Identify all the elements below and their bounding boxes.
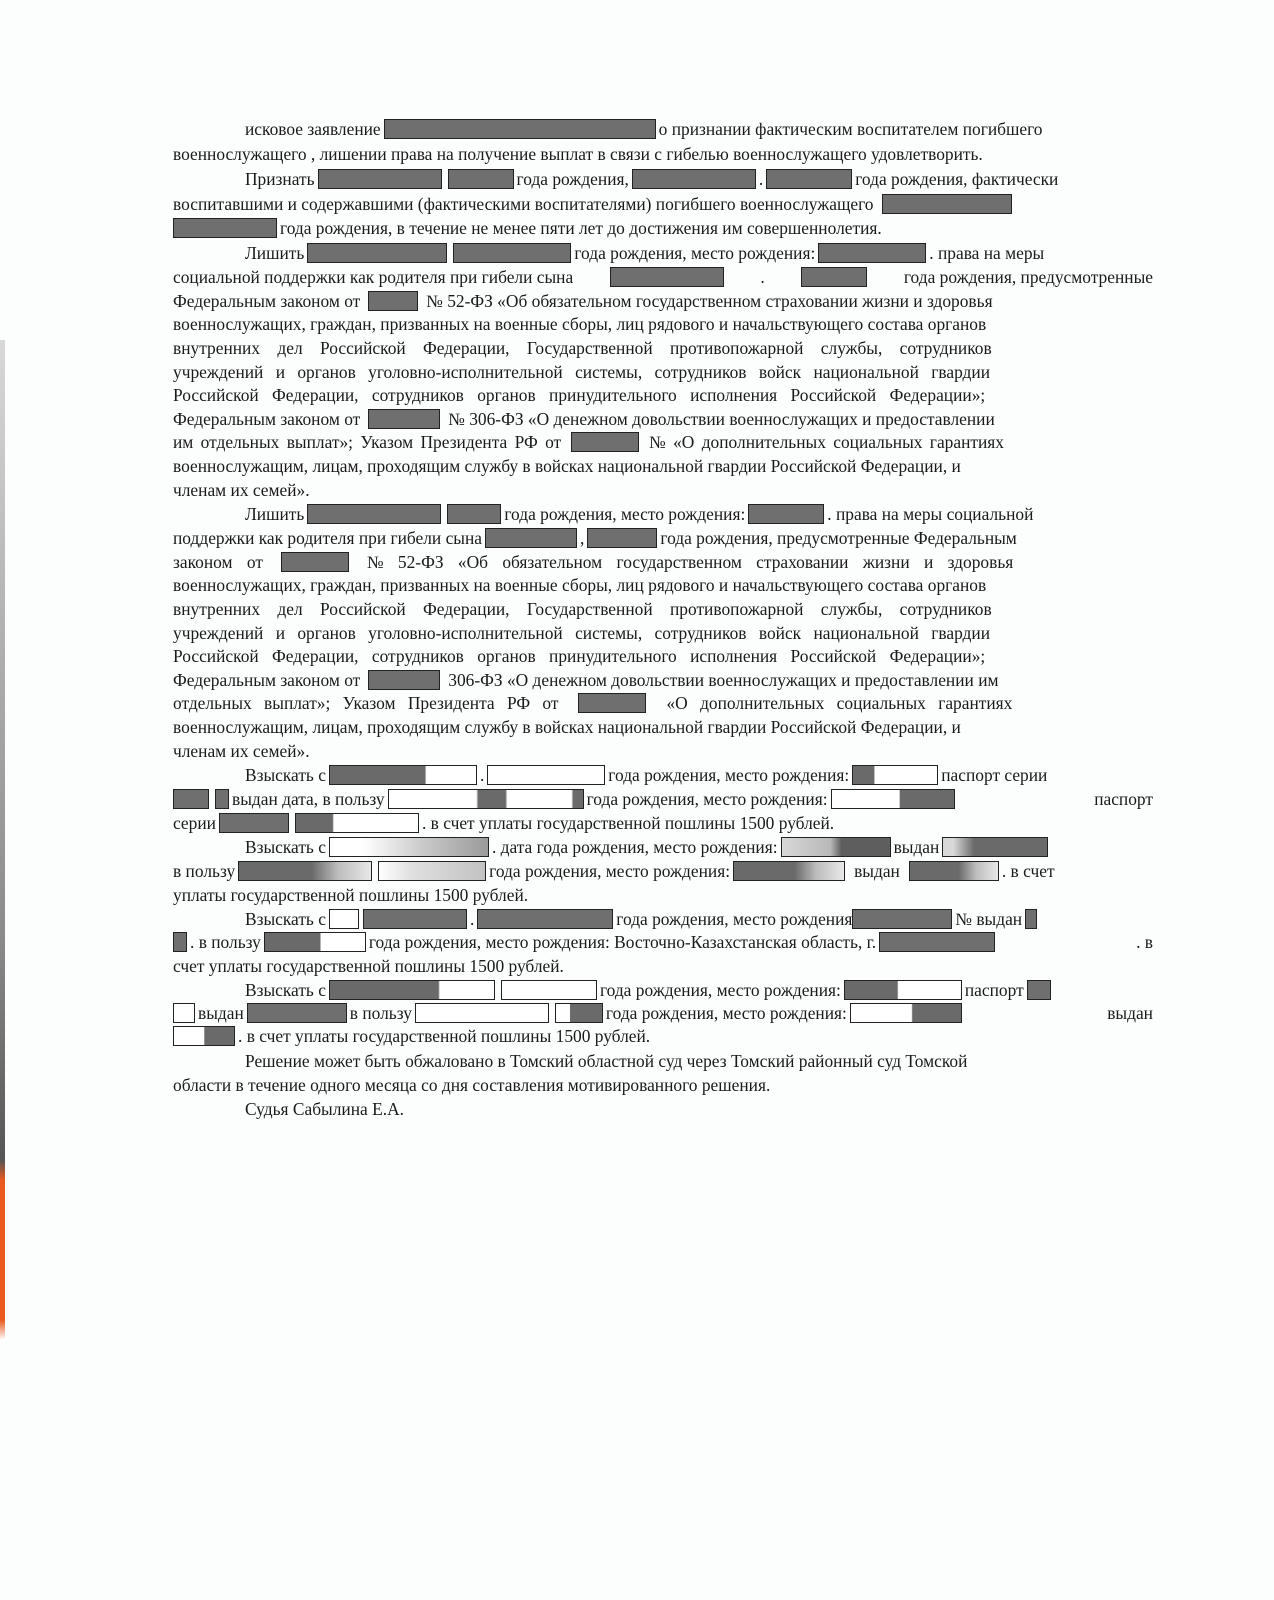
text-fragment: 306-ФЗ «О денежном довольствии военнослужащих и предоставлении им — [448, 670, 999, 690]
text-fragment: военнослужащих, граждан, призванных на военные сборы, лиц рядового и начальствующего состава органов — [173, 575, 987, 595]
text-fragment: законом от — [173, 552, 263, 572]
text-line — [173, 217, 1153, 239]
text-fragment: года рождения, предусмотренные Федеральным — [660, 528, 1017, 548]
text-line — [173, 812, 1153, 834]
text-line — [173, 884, 1153, 906]
redaction-box — [571, 432, 639, 452]
redaction-box — [909, 861, 999, 881]
redaction-box — [610, 267, 724, 287]
redaction-box — [501, 980, 597, 1000]
text-line — [173, 931, 1153, 953]
text-fragment: учреждений и органов уголовно-исполнительной системы, сотрудников войск национальной гвардии — [173, 362, 991, 382]
redaction-box — [831, 789, 955, 809]
redaction-box — [173, 932, 187, 952]
text-line — [173, 860, 1153, 882]
text-fragment: внутренних дел Российской Федерации, Государственной противопожарной службы, сотрудников — [173, 599, 992, 619]
text-line — [173, 479, 1153, 501]
redaction-box — [852, 765, 938, 785]
redaction-box — [632, 169, 756, 189]
text-fragment: Российской Федерации, сотрудников органов принудительного исполнения Российской Федерации»; — [173, 646, 986, 666]
text-fragment: Взыскать с — [245, 765, 326, 785]
text-fragment: военнослужащим, лицам, проходящим службу в войсках национальной гвардии Российской Федерации, и — [173, 456, 961, 476]
text-fragment: . в пользу — [190, 932, 261, 952]
text-line — [173, 740, 1153, 762]
redaction-box — [801, 267, 867, 287]
text-fragment: № 52-ФЗ «Об обязательном государственном страховании жизни и здоровья — [366, 552, 1014, 572]
text-fragment: № выдан — [955, 909, 1023, 929]
redaction-box — [415, 1003, 549, 1023]
redaction-box — [378, 861, 486, 881]
redaction-box — [879, 932, 995, 952]
text-fragment: . в счет — [1001, 861, 1055, 881]
text-fragment: года рождения, место рождения: — [504, 504, 746, 524]
text-fragment: . права на меры — [929, 243, 1045, 263]
text-fragment: . права на меры социальной — [827, 504, 1034, 524]
text-line — [173, 598, 1153, 620]
text-line — [245, 979, 1153, 1001]
redaction-box — [477, 909, 613, 929]
redaction-box — [215, 789, 229, 809]
text-fragment: Федеральным законом от — [173, 291, 361, 311]
text-line — [245, 908, 1153, 930]
text-fragment: военнослужащего , лишении права на получение выплат в связи с гибелью военнослужащего удовлетворить. — [173, 144, 983, 164]
text-fragment: . в — [1136, 932, 1153, 952]
text-line — [173, 716, 1153, 738]
text-fragment: в пользу — [349, 1003, 412, 1023]
redaction-box — [485, 528, 577, 548]
redaction-box — [307, 504, 441, 524]
text-line — [173, 1002, 1153, 1024]
text-line — [173, 266, 1153, 288]
text-fragment: Федеральным законом от — [173, 409, 361, 429]
text-fragment: военнослужащим, лицам, проходящим службу в войсках национальной гвардии Российской Федерации, и — [173, 717, 961, 737]
redaction-box — [733, 861, 845, 881]
redaction-box — [555, 1003, 603, 1023]
redaction-box — [368, 291, 418, 311]
text-fragment: учреждений и органов уголовно-исполнительной системы, сотрудников войск национальной гвардии — [173, 623, 991, 643]
redaction-box — [882, 194, 1012, 214]
text-fragment: . дата года рождения, место рождения: — [491, 837, 778, 857]
text-fragment: области в течение одного месяца со дня составления мотивированного решения. — [173, 1075, 771, 1095]
text-fragment: . — [479, 765, 485, 785]
text-line — [245, 118, 1155, 140]
redaction-box — [329, 980, 495, 1000]
text-line — [173, 527, 1153, 549]
text-fragment: воспитавшими и содержавшими (фактическими воспитателями) погибшего военнослужащего — [173, 194, 874, 214]
redaction-box — [852, 909, 952, 929]
text-fragment: Взыскать с — [245, 980, 326, 1000]
text-fragment: выдан — [198, 1003, 244, 1023]
text-fragment: Лишить — [245, 504, 305, 524]
redaction-box — [942, 837, 1048, 857]
text-line — [245, 242, 1153, 264]
redaction-box — [447, 504, 501, 524]
text-fragment: . — [760, 267, 765, 287]
text-fragment: Российской Федерации, сотрудников органов принудительного исполнения Российской Федерации»; — [173, 385, 986, 405]
text-line — [173, 669, 1153, 691]
text-fragment: счет уплаты государственной пошлины 1500 рублей. — [173, 956, 564, 976]
text-line — [245, 836, 1153, 858]
redaction-box — [281, 552, 349, 572]
text-fragment: Взыскать с — [245, 837, 326, 857]
redaction-box — [219, 813, 289, 833]
redaction-box — [173, 218, 277, 238]
redaction-box — [781, 837, 891, 857]
text-fragment: членам их семей». — [173, 741, 310, 761]
redaction-box — [318, 169, 442, 189]
text-line — [173, 645, 1153, 667]
text-fragment: поддержки как родителя при гибели сына — [173, 528, 483, 548]
text-fragment: о признании фактическим воспитателем погибшего — [658, 119, 1043, 139]
text-line — [173, 384, 1153, 406]
text-fragment: серии — [173, 813, 216, 833]
text-line — [173, 955, 1153, 977]
redaction-box — [487, 765, 605, 785]
text-line — [173, 622, 1153, 644]
text-fragment: года рождения, место рождения: — [489, 861, 731, 881]
redaction-box — [329, 765, 477, 785]
redaction-box — [453, 243, 571, 263]
redaction-box — [850, 1003, 962, 1023]
text-line — [173, 193, 1153, 215]
text-line — [173, 788, 1153, 810]
text-fragment: . — [469, 909, 475, 929]
text-line — [173, 574, 1153, 596]
text-fragment: Признать — [245, 169, 315, 189]
text-line — [245, 503, 1153, 525]
text-fragment: года рождения, — [516, 169, 629, 189]
redaction-box — [384, 119, 656, 139]
redaction-box — [295, 813, 419, 833]
text-line — [173, 290, 1153, 312]
text-fragment: выдан — [854, 861, 900, 881]
text-fragment: года рождения, место рождения: — [574, 243, 816, 263]
text-fragment: Решение может быть обжаловано в Томский областной суд через Томский районный суд Томской — [245, 1051, 968, 1071]
text-fragment: года рождения, место рождения: — [605, 1003, 847, 1023]
redaction-box — [329, 909, 359, 929]
text-fragment: № 306-ФЗ «О денежном довольствии военнослужащих и предоставлении — [448, 409, 995, 429]
text-fragment: им отдельных выплат»; Указом Президента РФ от — [173, 432, 562, 452]
text-fragment: года рождения, место рождения: — [586, 789, 828, 809]
text-line — [173, 551, 1153, 573]
text-fragment: Взыскать с — [245, 909, 326, 929]
text-line — [245, 1050, 1153, 1072]
text-fragment: года рождения, предусмотренные — [903, 267, 1153, 287]
text-fragment: года рождения, место рождения: Восточно-Казахстанская область, г. — [368, 932, 877, 952]
text-line — [245, 764, 1153, 786]
text-line — [173, 408, 1153, 430]
text-fragment: года рождения, место рождения: — [599, 980, 841, 1000]
text-fragment: паспорт — [1094, 789, 1153, 809]
text-fragment: № «О дополнительных социальных гарантиях — [649, 432, 1004, 452]
redaction-box — [766, 169, 852, 189]
redaction-box — [368, 409, 440, 429]
text-fragment: года рождения, место рождения — [616, 909, 853, 929]
redaction-box — [388, 789, 584, 809]
text-line — [173, 143, 1153, 165]
text-fragment: выдан — [893, 837, 940, 857]
text-line — [173, 337, 1153, 359]
text-fragment: выдан — [1107, 1003, 1153, 1023]
redaction-box — [173, 789, 209, 809]
redaction-box — [173, 1026, 235, 1046]
text-fragment: , — [580, 528, 585, 548]
redaction-box — [307, 243, 447, 263]
text-fragment: Федеральным законом от — [173, 670, 361, 690]
text-line — [173, 455, 1153, 477]
redaction-box — [448, 169, 514, 189]
text-fragment: . — [758, 169, 764, 189]
text-fragment: . в счет уплаты государственной пошлины 1500 рублей. — [238, 1026, 651, 1046]
text-fragment: паспорт серии — [941, 765, 1048, 785]
redaction-box — [363, 909, 467, 929]
redaction-box — [844, 980, 962, 1000]
redaction-box — [173, 1003, 195, 1023]
redaction-box — [818, 243, 926, 263]
text-line — [173, 1074, 1153, 1096]
text-line — [173, 692, 1153, 714]
redaction-box — [578, 693, 646, 713]
scan-edge-artifact — [0, 340, 5, 1340]
redaction-box — [264, 932, 366, 952]
text-fragment: уплаты государственной пошлины 1500 рублей. — [173, 885, 529, 905]
text-fragment: отдельных выплат»; Указом Президента РФ от — [173, 693, 559, 713]
text-fragment: социальной поддержки как родителя при гибели сына — [173, 267, 574, 287]
text-fragment: военнослужащих, граждан, призванных на военные сборы, лиц рядового и начальствующего состава органов — [173, 314, 987, 334]
redaction-box — [238, 861, 372, 881]
text-line — [173, 431, 1153, 453]
judge-signature — [245, 1098, 1153, 1120]
text-fragment: внутренних дел Российской Федерации, Государственной противопожарной службы, сотрудников — [173, 338, 992, 358]
text-fragment: года рождения, место рождения: — [608, 765, 850, 785]
text-fragment: Лишить — [245, 243, 305, 263]
text-fragment: в пользу — [173, 861, 236, 881]
text-line — [245, 168, 1153, 190]
text-fragment: года рождения, в течение не менее пяти лет до достижения им совершеннолетия. — [280, 218, 882, 238]
redaction-box — [587, 528, 657, 548]
text-fragment: членам их семей». — [173, 480, 310, 500]
redaction-box — [748, 504, 824, 524]
text-line — [173, 361, 1153, 383]
redaction-box — [368, 670, 440, 690]
text-line — [173, 313, 1153, 335]
text-fragment: выдан дата, в пользу — [232, 789, 385, 809]
text-fragment: . в счет уплаты государственной пошлины 1500 рублей. — [421, 813, 835, 833]
text-line — [173, 1025, 1153, 1047]
text-fragment: Судья Сабылина Е.А. — [245, 1099, 404, 1119]
redaction-box — [329, 837, 489, 857]
text-fragment: года рождения, фактически — [855, 169, 1059, 189]
text-fragment: исковое заявление — [245, 119, 381, 139]
redaction-box — [1025, 909, 1037, 929]
text-fragment: «О дополнительных социальных гарантиях — [666, 693, 1013, 713]
redaction-box — [1027, 980, 1051, 1000]
text-fragment: паспорт — [964, 980, 1024, 1000]
text-fragment: № 52-ФЗ «Об обязательном государственном страховании жизни и здоровья — [426, 291, 993, 311]
redaction-box — [247, 1003, 347, 1023]
